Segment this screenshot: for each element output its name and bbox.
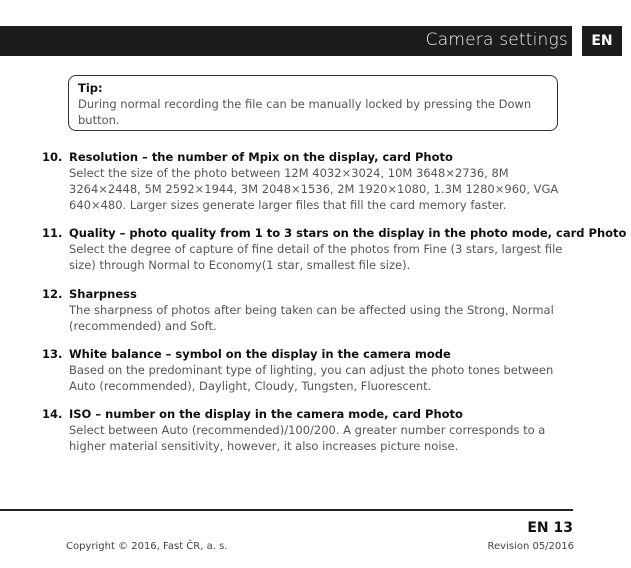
page-title: Camera settings — [425, 30, 568, 50]
item-number: 10. — [42, 150, 63, 164]
item-body: Select the size of the photo between 12M 4032×3024, 10M 3648×2736, 8M 3264×2448, 5M 2592×1944, 3M 2048×1536, 2M 1920×1080, 1.3M 1280×960, VGA 640×480. Larger sizes generate larger files that fill the card memory faster. — [69, 166, 559, 212]
tip-title: Tip: — [78, 81, 103, 95]
item-heading: Resolution – the number of Mpix on the display, card Photo — [69, 150, 453, 164]
item-heading: Sharpness — [69, 287, 137, 301]
language-badge: EN — [582, 26, 622, 56]
item-number: 12. — [42, 287, 63, 301]
copyright: Copyright © 2016, Fast ČR, a. s. — [66, 541, 228, 552]
item-body: Select the degree of capture of fine detail of the photos from Fine (3 stars, largest file size) through Normal to Economy(1 star, smallest file size). — [69, 242, 563, 272]
tip-text: During normal recording the file can be manually locked by pressing the Down button. — [78, 97, 532, 127]
item-number: 13. — [42, 347, 63, 361]
revision: Revision 05/2016 — [487, 541, 574, 552]
item-body: Based on the predominant type of lighting, you can adjust the photo tones between Auto (recommended), Daylight, Cloudy, Tungsten, Fluorescent. — [69, 363, 554, 393]
item-body: The sharpness of photos after being taken can be affected using the Strong, Normal (recommended) and Soft. — [69, 303, 554, 333]
item-number: 11. — [42, 226, 63, 240]
tip-box — [68, 75, 558, 131]
header-bar — [0, 26, 572, 56]
item-heading: ISO – number on the display in the camera mode, card Photo — [69, 407, 463, 421]
item-number: 14. — [42, 407, 63, 421]
footer-divider — [0, 509, 573, 511]
item-heading: White balance – symbol on the display in the camera mode — [69, 347, 451, 361]
item-body: Select between Auto (recommended)/100/200. A greater number corresponds to a higher material sensitivity, however, it also increases picture noise. — [69, 423, 546, 453]
item-heading: Quality – photo quality from 1 to 3 stars on the display in the photo mode, card Photo — [69, 226, 627, 240]
page-number: EN 13 — [527, 520, 573, 536]
